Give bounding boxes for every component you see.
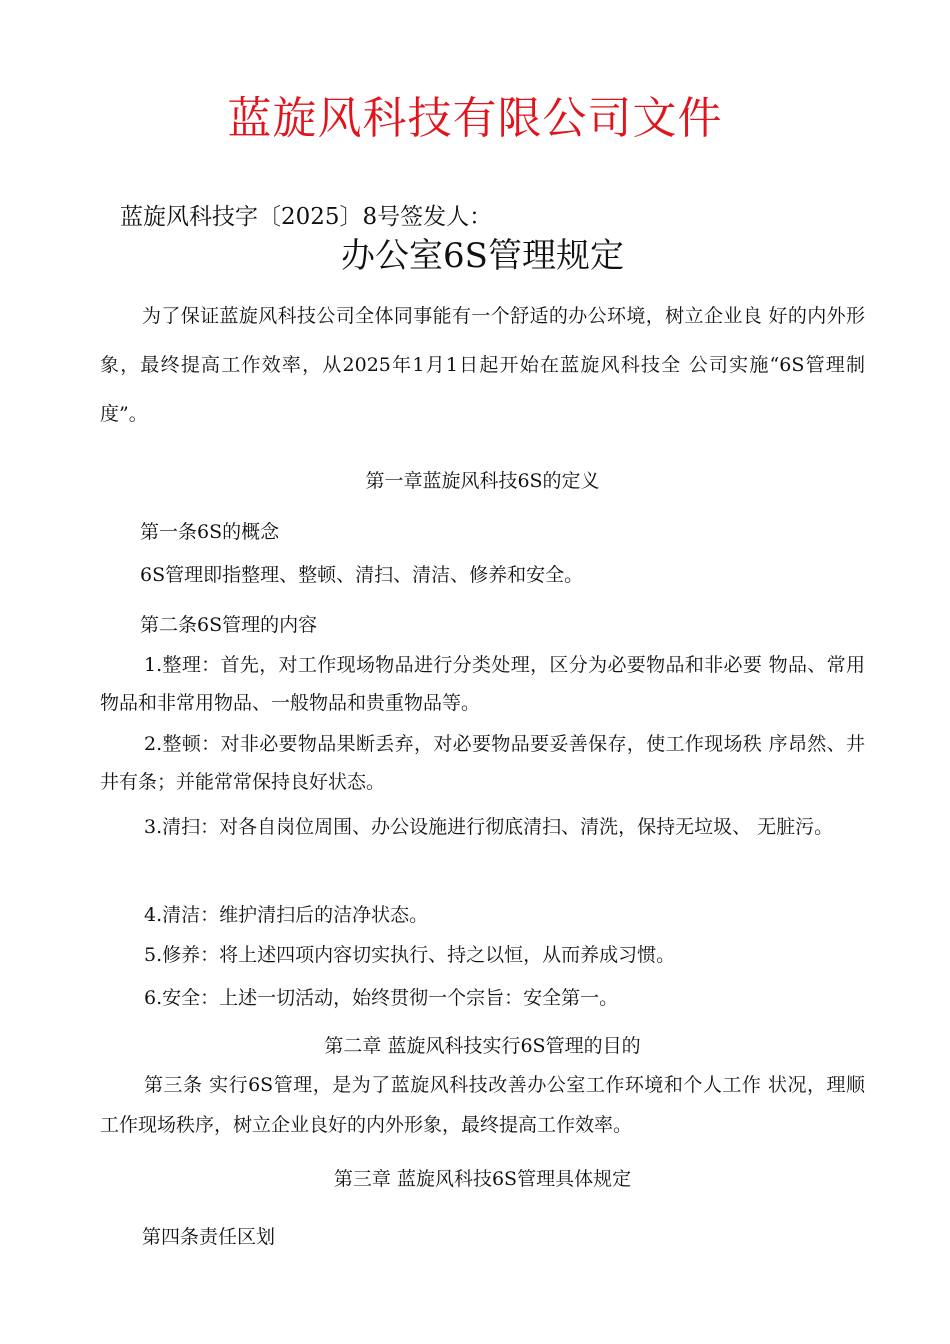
- intro-paragraph: 为了保证蓝旋风科技公司全体同事能有一个舒适的办公环境，树立企业良 好的内外形象，最终提高工作效率，从2025年1月1日起开始在蓝旋风科技全 公司实施“6S管理制度”。: [100, 305, 865, 425]
- article-1-body: 6S管理即指整理、整顿、清扫、清洁、修养和安全。: [140, 564, 584, 586]
- chapter-3-heading: 第三章 蓝旋风科技6S管理具体规定: [333, 1168, 632, 1190]
- document-number-line: 蓝旋风科技字〔2025〕8号签发人：: [120, 204, 493, 230]
- content-item-1: 1.整理：首先，对工作现场物品进行分类处理，区分为必要物品和非必要 物品、常用物品和非常用物品、一般物品和贵重物品等。: [100, 654, 865, 714]
- article-2-title: 第二条6S管理的内容: [140, 614, 318, 636]
- content-item-2: 2.整顿：对非必要物品果断丢弃，对必要物品要妥善保存，使工作现场秩 序昂然、井井有条；并能常常保持良好状态。: [100, 733, 865, 793]
- content-item-3: 3.清扫：对各自岗位周围、办公设施进行彻底清扫、清洗，保持无垃圾、 无脏污。: [144, 816, 834, 838]
- content-item-6: 6.安全：上述一切活动，始终贯彻一个宗旨：安全第一。: [144, 987, 619, 1009]
- document-title: 办公室6S管理规定: [341, 236, 624, 276]
- content-item-5: 5.修养：将上述四项内容切实执行、持之以恒，从而养成习惯。: [144, 944, 676, 966]
- chapter-1-heading: 第一章蓝旋风科技6S的定义: [365, 470, 600, 492]
- content-item-4: 4.清洁：维护清扫后的洁净状态。: [144, 904, 429, 926]
- article-1-title: 第一条6S的概念: [140, 521, 280, 543]
- document-header-title: 蓝旋风科技有限公司文件: [227, 93, 723, 144]
- chapter-2-heading: 第二章 蓝旋风科技实行6S管理的目的: [324, 1035, 641, 1057]
- article-3-paragraph: 第三条 实行6S管理，是为了蓝旋风科技改善办公室工作环境和个人工作 状况，理顺工作现场秩序，树立企业良好的内外形象，最终提高工作效率。: [100, 1074, 865, 1136]
- article-4-title: 第四条责任区划: [142, 1226, 276, 1248]
